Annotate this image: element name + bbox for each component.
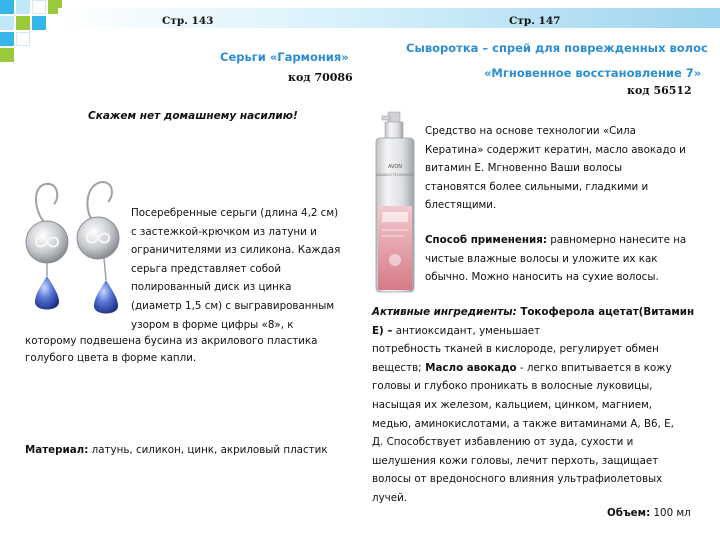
usage-line: чистые влажные волосы и уложите их как: [425, 252, 658, 265]
right-product-code: код 56512: [627, 84, 692, 97]
ingredient-tocopherol-cont: Е) –: [372, 324, 393, 337]
ingredients-block: [372, 303, 714, 508]
ingredients-line: медью, аминокислотами, а также витаминами А, В6, Е,: [372, 417, 674, 430]
ingredients-label: Активные ингредиенты:: [372, 306, 517, 318]
ingredient-tocopherol-paren: (Витамин: [638, 306, 695, 318]
ingredients-line: [372, 303, 714, 322]
volume-label: Объем:: [607, 507, 651, 519]
ingredients-line: насыщая их железом, кальцием, цинком, магнием,: [372, 398, 653, 411]
right-product-title-line2: «Мгновенное восстановление 7»: [484, 66, 702, 80]
left-description: [131, 204, 346, 334]
ingredient-avocado: Масло авокадо: [421, 361, 517, 374]
material-label: Материал:: [25, 444, 89, 456]
serum-bottle-image: [368, 110, 422, 298]
ingredients-line: Д. Способствует избавлению от зуда, сухости и: [372, 436, 634, 449]
desc-line: узором в форме цифры «8», к: [131, 318, 294, 331]
left-page-number: Стр. 143: [162, 15, 214, 27]
ingredients-line: [372, 322, 714, 341]
ingredient-tocopherol-desc: антиоксидант, уменьшает: [392, 324, 541, 337]
desc-line: с застежкой-крючком из латуни и: [131, 225, 317, 238]
right-description: [425, 122, 715, 215]
left-slogan: Скажем нет домашнему насилию!: [88, 110, 298, 122]
usage-line: обычно. Можно наносить на сухие волосы.: [425, 271, 659, 284]
desc-line: блестящими.: [425, 199, 497, 212]
ingredients-line: [372, 359, 714, 378]
material-text: латунь, силикон, цинк, акриловый пластик: [88, 444, 328, 456]
ingredients-line: волосы от вредоносного влияния ультрафиолетовых: [372, 473, 663, 486]
ingredients-line: потребность тканей в кислороде, регулирует обмен: [372, 343, 659, 356]
desc-line: серьга представляет собой: [131, 262, 282, 275]
desc-line: (диаметр 1,5 см) с выгравированным: [131, 299, 335, 312]
usage-line: [425, 231, 715, 250]
usage-text: равномерно нанесите на: [546, 234, 687, 246]
desc-line: ограничителями из силикона. Каждая: [131, 244, 341, 257]
right-product-title-line1: Сыворотка – спрей для поврежденных волос: [406, 41, 708, 55]
desc-line: становятся более сильными, гладкими и: [425, 180, 649, 193]
ingredient-avocado-pre: веществ;: [372, 361, 422, 374]
earrings-image: [14, 180, 132, 330]
desc-line: которому подвешена бусина из акрилового пластика: [25, 335, 318, 347]
desc-line: Кератина» содержит кератин, масло авокадо и: [425, 143, 686, 156]
ingredients-line: головы и глубоко проникать в волосные луковицы,: [372, 380, 653, 393]
bottle-brand: AVON: [387, 164, 403, 170]
left-product-title: Серьги «Гармония»: [220, 50, 349, 64]
desc-line: Средство на основе технологии «Сила: [425, 125, 636, 137]
desc-line: полированный диск из цинка: [131, 281, 292, 294]
left-product-code: код 70086: [288, 71, 353, 84]
ingredient-tocopherol: Токоферола ацетат: [516, 306, 639, 318]
left-description-tail: [25, 333, 355, 367]
usage-block: [425, 231, 715, 287]
desc-line: витамин Е. Мгновенно Ваши волосы: [425, 162, 623, 175]
desc-line: Посеребренные серьги (длина 4,2 см): [131, 207, 339, 219]
bottle-name: ADVANCE TECHNIQUES: [376, 173, 414, 177]
header-bar: [58, 8, 720, 28]
right-page-number: Стр. 147: [509, 15, 561, 27]
desc-line: голубого цвета в форме капли.: [25, 352, 197, 364]
ingredients-line: лучей.: [372, 491, 408, 504]
ingredients-line: шелушения кожи головы, лечит перхоть, защищает: [372, 454, 659, 467]
material-line: [25, 441, 328, 460]
volume-line: [607, 504, 691, 523]
volume-value: 100 мл: [650, 507, 691, 519]
usage-label: Способ применения:: [425, 234, 547, 246]
ingredient-avocado-desc: - легко впитывается в кожу: [516, 361, 672, 374]
